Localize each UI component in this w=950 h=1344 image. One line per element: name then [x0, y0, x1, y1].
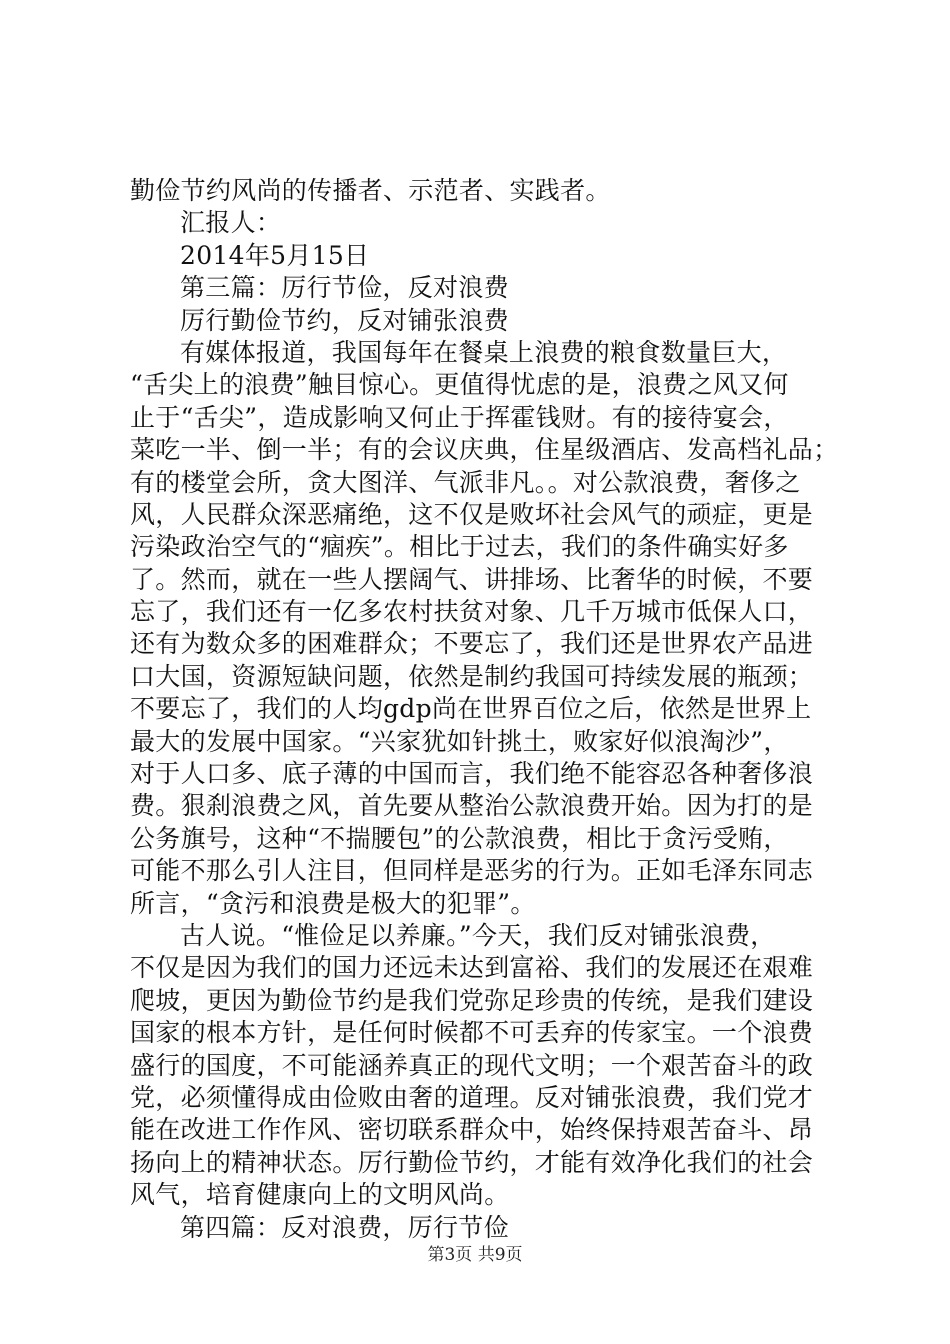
text-line: 国家的根本方针，是任何时候都不可丢弃的传家宝。一个浪费 [130, 1018, 814, 1048]
text-line: 古人说。“惟俭足以养廉。”今天，我们反对铺张浪费， [180, 920, 776, 950]
text-line: 对于人口多、底子薄的中国而言，我们绝不能容忍各种奢侈浪 [130, 759, 814, 789]
text-line: 所言，“贪污和浪费是极大的犯罪”。 [130, 888, 536, 918]
text-line: 不仅是因为我们的国力还远未达到富裕、我们的发展还在艰难 [130, 953, 814, 983]
text-line: 风，人民群众深恶痛绝，这不仅是败坏社会风气的顽症，更是 [130, 499, 814, 529]
text-line: 菜吃一半、倒一半；有的会议庆典，住星级酒店、发高档礼品； [130, 435, 839, 465]
text-line: 风气，培育健康向上的文明风尚。 [130, 1180, 510, 1210]
text-line: 党，必须懂得成由俭败由奢的道理。反对铺张浪费，我们党才 [130, 1082, 814, 1112]
page-footer: 第3页 共9页 [427, 1245, 523, 1265]
text-line: 厉行勤俭节约，反对铺张浪费 [180, 305, 509, 335]
text-line: 费。狠刹浪费之风，首先要从整治公款浪费开始。因为打的是 [130, 791, 814, 821]
text-line: 能在改进工作作风、密切联系群众中，始终保持艰苦奋斗、昂 [130, 1115, 814, 1145]
text-line: 盛行的国度，不可能涵养真正的现代文明；一个艰苦奋斗的政 [130, 1050, 814, 1080]
text-line: 扬向上的精神状态。厉行勤俭节约，才能有效净化我们的社会 [130, 1147, 814, 1177]
text-line: 忘了，我们还有一亿多农村扶贫对象、几千万城市低保人口， [130, 597, 814, 627]
text-line: “舌尖上的浪费”触目惊心。更值得忧虑的是，浪费之风又何 [130, 370, 789, 400]
document-body [130, 175, 840, 1244]
text-line: 有的楼堂会所，贪大图洋、气派非凡。。对公款浪费，奢侈之 [130, 467, 801, 497]
text-line: 第三篇：厉行节俭，反对浪费 [180, 273, 509, 303]
text-line: 可能不那么引人注目，但同样是恶劣的行为。正如毛泽东同志 [130, 856, 814, 886]
text-line: 了。然而，就在一些人摆阔气、讲排场、比奢华的时候，不要 [130, 564, 814, 594]
text-line: 勤俭节约风尚的传播者、示范者、实践者。 [130, 176, 611, 205]
text-line: 止于“舌尖”，造成影响又何止于挥霍钱财。有的接待宴会， [130, 402, 789, 432]
text-line: 口大国，资源短缺问题，依然是制约我国可持续发展的瓶颈； [130, 661, 814, 691]
text-line: 爬坡，更因为勤俭节约是我们党弥足珍贵的传统，是我们建设 [130, 985, 814, 1015]
text-line: 有媒体报道，我国每年在餐桌上浪费的粮食数量巨大， [180, 337, 788, 367]
text-line: 第四篇：反对浪费，厉行节俭 [180, 1212, 509, 1242]
text-line: 汇报人： [180, 208, 282, 238]
text-line: 不要忘了，我们的人均gdp尚在世界百位之后，依然是世界上 [130, 694, 812, 724]
text-line: 最大的发展中国家。“兴家犹如针挑土，败家好似浪淘沙”， [130, 726, 789, 756]
text-line: 2014年5月15日 [180, 240, 370, 270]
text-line: 公务旗号，这种“不揣腰包”的公款浪费，相比于贪污受贿， [130, 823, 789, 853]
text-line: 污染政治空气的“痼疾”。相比于过去，我们的条件确实好多 [130, 532, 789, 562]
text-line: 还有为数众多的困难群众；不要忘了，我们还是世界农产品进 [130, 629, 814, 659]
